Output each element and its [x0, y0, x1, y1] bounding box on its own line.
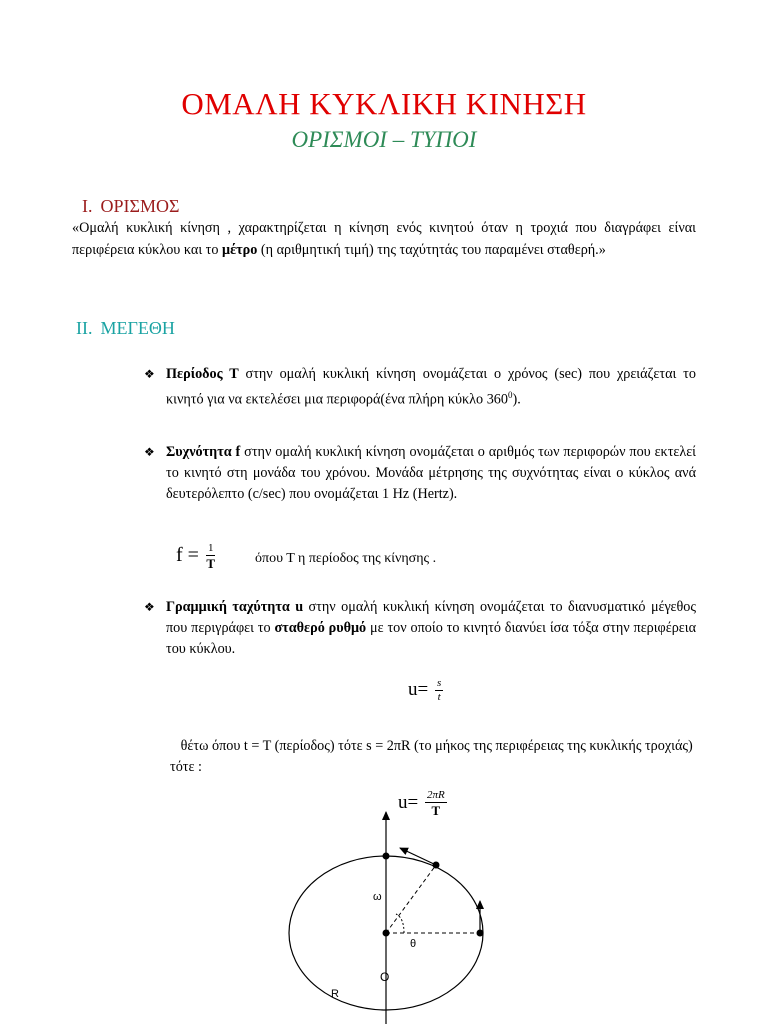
- section-title: ΜΕΓΕΘΗ: [100, 318, 175, 338]
- diamond-bullet-icon: ❖: [144, 445, 155, 459]
- section-title: ΟΡΙΣΜΟΣ: [100, 196, 180, 216]
- denominator: T: [431, 803, 441, 818]
- formula-lhs: u=: [398, 791, 419, 813]
- formula-lhs: u=: [408, 678, 429, 700]
- formula-description: όπου Τ η περίοδος της κίνησης .: [255, 551, 437, 566]
- definition-text-end: (η αριθμητική τιμή) της ταχύτητάς του παραμένει σταθερή.»: [257, 241, 606, 258]
- section-number: I.: [82, 196, 93, 216]
- radius-line-angled: [386, 865, 436, 933]
- denominator: T: [206, 556, 216, 571]
- moving-body-top: [383, 853, 390, 860]
- term-velocity: Γραμμική ταχύτητα u: [166, 599, 304, 615]
- center-label: O: [380, 970, 390, 984]
- formula-lhs: f =: [176, 544, 199, 567]
- page-title: ΟΜΑΛΗ ΚΥΚΛΙΚΗ ΚΙΝΗΣΗ: [181, 86, 587, 121]
- velocity-vector-top: [400, 848, 436, 865]
- diamond-bullet-icon: ❖: [144, 367, 155, 381]
- frequency-text: στην ομαλή κυκλική κίνηση ονομάζεται ο αριθμός των περιφορών που εκτελεί το κινητό στη μονάδα του χρόνου. Μονάδα μέτρησης της συχνότητας είναι ο κύκλος ανά δευτερόλεπτο (c/sec) που ονομάζεται 1 Hz (Hertz).: [166, 444, 697, 502]
- section-number: II.: [76, 318, 93, 338]
- substitution-sentence: θέτω όπου t = T (περίοδος) τότε s = 2πR (το μήκος της περιφέρειας της κυκλικής τροχιάς) τότε :: [170, 738, 693, 775]
- numerator: s: [436, 677, 442, 689]
- moving-body-right: [477, 930, 484, 937]
- velocity-text: στην ομαλή κυκλική κίνηση ονομάζεται το διανυσματικό μέγεθος που περιγράφει το: [166, 599, 696, 636]
- theta-label: θ: [410, 938, 417, 950]
- term-period: Περίοδος Τ: [166, 366, 239, 382]
- denominator: t: [437, 691, 441, 703]
- omega-label: ω: [373, 891, 382, 903]
- definition-text: «Ομαλή κυκλική κίνηση , χαρακτηρίζεται η κίνηση ενός κινητού όταν η τροχιά που διαγράφει είναι περιφέρεια κύκλου και το: [72, 220, 696, 258]
- angle-arc: [396, 914, 404, 933]
- center-point: [383, 930, 390, 937]
- moving-body-angled: [433, 862, 440, 869]
- numerator: 1: [207, 542, 214, 554]
- term-frequency: Συχνότητα f: [166, 444, 241, 460]
- period-text: στην ομαλή κυκλική κίνηση ονομάζεται ο χρόνος (sec) που χρειάζεται το κινητό για να εκτελέσει μια περιφορά(ένα πλήρη κύκλο 360: [166, 366, 696, 408]
- degree-sup: 0: [507, 390, 513, 400]
- page-subtitle: ΟΡΙΣΜΟΙ – ΤΥΠΟΙ: [291, 127, 477, 152]
- diamond-bullet-icon: ❖: [144, 600, 155, 614]
- period-tail: ).: [512, 391, 521, 408]
- velocity-text-end: με τον οποίο το κινητό διανύει ίσα τόξα στην περιφέρεια του κύκλου.: [166, 620, 696, 657]
- definition-bold-term: μέτρο: [222, 241, 258, 258]
- velocity-bold: σταθερό ρυθμό: [274, 620, 367, 636]
- radius-label: R: [331, 988, 339, 1000]
- numerator: 2πR: [426, 789, 445, 801]
